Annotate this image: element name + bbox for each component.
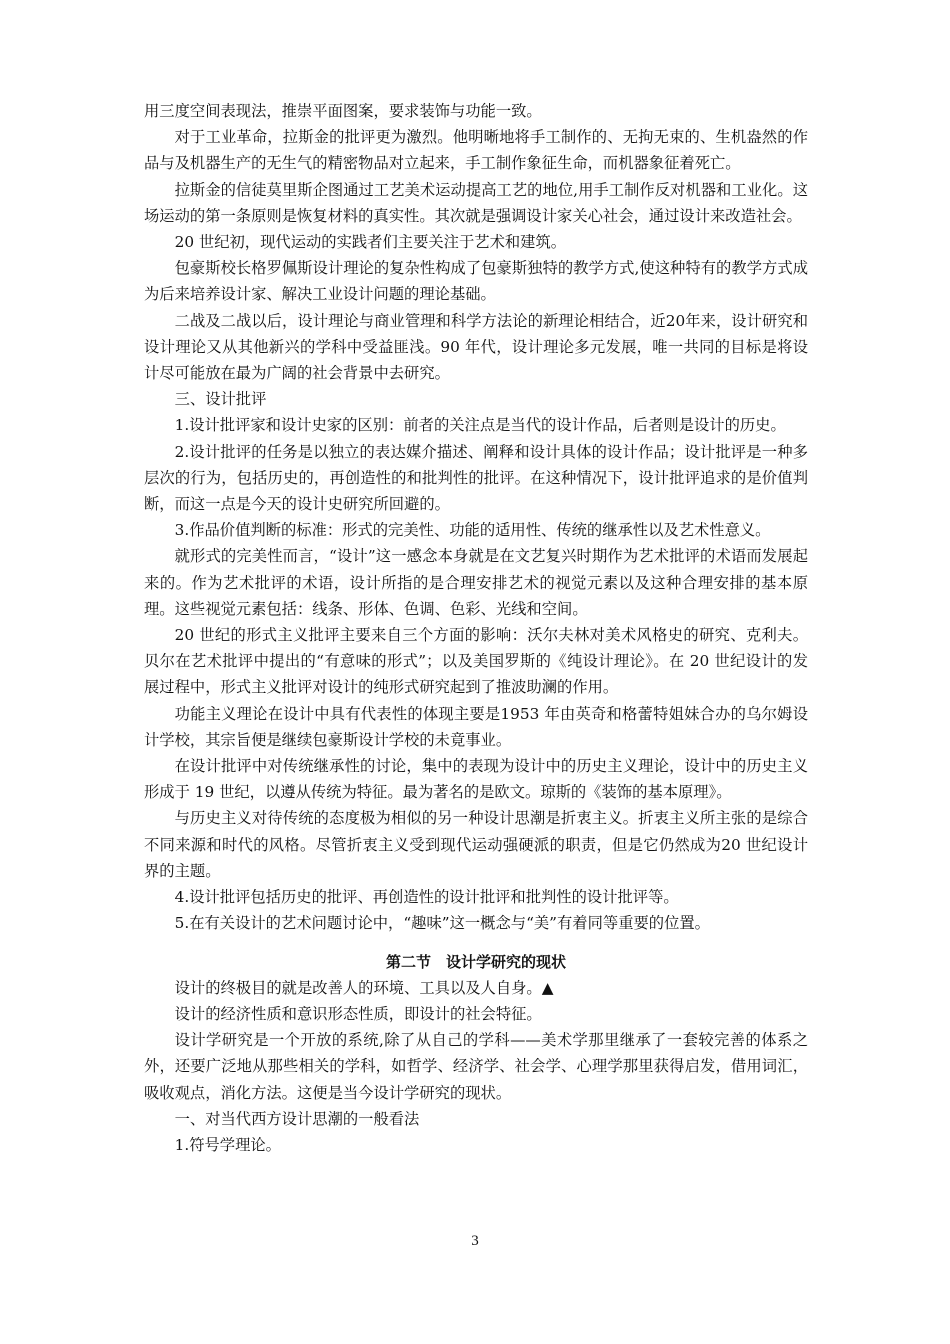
paragraph: 就形式的完美性而言，“设计”这一感念本身就是在文艺复兴时期作为艺术批评的术语而发展起来的。作为艺术批评的术语，设计所指的是合理安排艺术的视觉元素以及这种合理安排的基本原理。这些视觉元素包括：线条、形体、色调、色彩、光线和空间。 <box>144 547 808 618</box>
paragraph: 与历史主义对待传统的态度极为相似的另一种设计思潮是折衷主义。折衷主义所主张的是综合不同来源和时代的风格。尽管折衷主义受到现代运动强硬派的职责，但是它仍然成为20 世纪设计界的主题。 <box>144 809 808 880</box>
paragraph: 1.设计批评家和设计史家的区别：前者的关注点是当代的设计作品，后者则是设计的历史。 <box>174 416 786 435</box>
subheading: 三、设计批评 <box>174 390 267 409</box>
paragraph: 3.作品价值判断的标准：形式的完美性、功能的适用性、传统的继承性以及艺术性意义。 <box>174 521 771 540</box>
paragraph: 设计学研究是一个开放的系统,除了从自己的学科——美术学那里继承了一套较完善的体系之外，还要广泛地从那些相关的学科，如哲学、经济学、社会学、心理学那里获得启发，借用词汇，吸收观点，消化方法。这便是当今设计学研究的现状。 <box>144 1031 808 1102</box>
paragraph: 在设计批评中对传统继承性的讨论，集中的表现为设计中的历史主义理论，设计中的历史主义形成于 19 世纪，以遵从传统为特征。最为著名的是欧文。琼斯的《装饰的基本原理》。 <box>144 757 808 802</box>
paragraph: 功能主义理论在设计中具有代表性的体现主要是1953 年由英奇和格蕾特姐妹合办的乌尔姆设计学校，其宗旨便是继续包豪斯设计学校的未竟事业。 <box>144 704 808 749</box>
paragraph: 20 世纪初，现代运动的实践者们主要关注于艺术和建筑。 <box>174 233 567 252</box>
paragraph: 拉斯金的信徒莫里斯企图通过工艺美术运动提高工艺的地位,用手工制作反对机器和工业化。这场运动的第一条原则是恢复材料的真实性。其次就是强调设计家关心社会，通过设计来改造社会。 <box>144 180 808 225</box>
paragraph: 4.设计批评包括历史的批评、再创造性的设计批评和批判性的设计批评等。 <box>174 888 679 907</box>
paragraph: 二战及二战以后，设计理论与商业管理和科学方法论的新理论相结合，近20年来，设计研究和设计理论又从其他新兴的学科中受益匪浅。90 年代，设计理论多元发展，唯一共同的目标是将设计尽可能放在最为广阔的社会背景中去研究。 <box>144 311 808 383</box>
paragraph: 设计的经济性质和意识形态性质，即设计的社会特征。 <box>174 1004 542 1023</box>
page-number: 3 <box>471 1233 479 1249</box>
paragraph: 包豪斯校长格罗佩斯设计理论的复杂性构成了包豪斯独特的教学方式,使这种特有的教学方式成为后来培养设计家、解决工业设计问题的理论基础。 <box>144 259 808 304</box>
paragraph: 对于工业革命，拉斯金的批评更为激烈。他明晰地将手工制作的、无拘无束的、生机盎然的作品与及机器生产的无生气的精密物品对立起来，手工制作象征生命，而机器象征着死亡。 <box>144 128 808 173</box>
paragraph: 用三度空间表现法，推崇平面图案，要求装饰与功能一致。 <box>144 102 542 120</box>
subheading: 一、对当代西方设计思潮的一般看法 <box>174 1109 420 1128</box>
paragraph: 设计的终极目的就是改善人的环境、工具以及人自身。▲ <box>174 978 554 997</box>
paragraph: 2.设计批评的任务是以独立的表达媒介描述、阐释和设计具体的设计作品；设计批评是一种多层次的行为，包括历史的，再创造性的和批判性的批评。在这种情况下，设计批评追求的是价值判断，而这一点是今天的设计史研究所回避的。 <box>144 442 808 514</box>
section-heading: 第二节 设计学研究的现状 <box>385 952 566 971</box>
paragraph: 20 世纪的形式主义批评主要来自三个方面的影响：沃尔夫林对美术风格史的研究、克利夫。贝尔在艺术批评中提出的“有意味的形式”；以及美国罗斯的《纯设计理论》。在 20 世纪设计的发展过程中，形式主义批评对设计的纯形式研究起到了推波助澜的作用。 <box>144 626 808 697</box>
paragraph: 5.在有关设计的艺术问题讨论中，“趣味”这一概念与“美”有着同等重要的位置。 <box>174 914 710 933</box>
page-body <box>144 98 808 1158</box>
paragraph: 1.符号学理论。 <box>174 1135 281 1154</box>
